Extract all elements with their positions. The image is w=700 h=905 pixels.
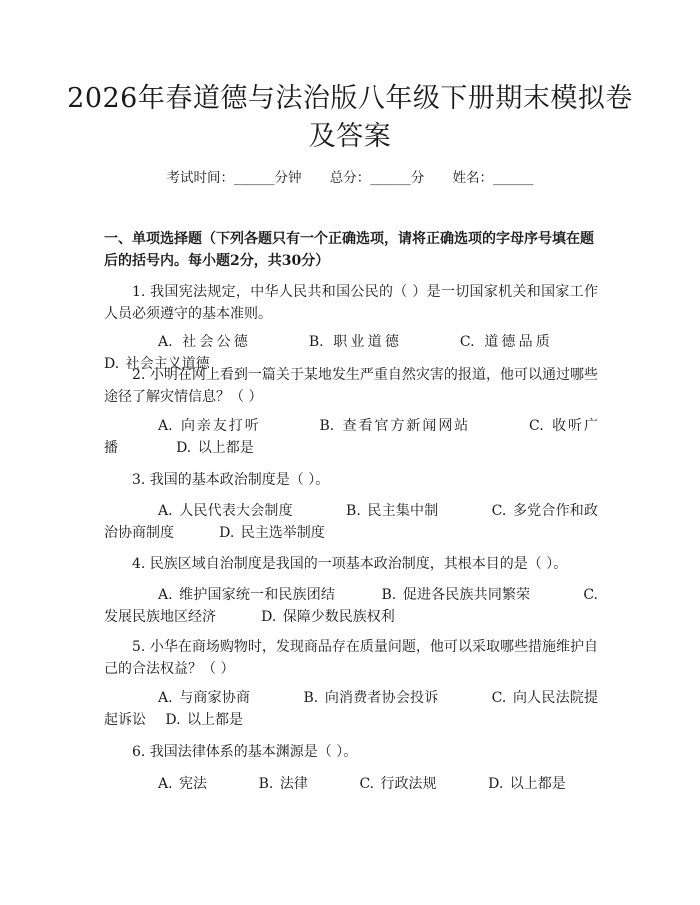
question-1-option-b: B. 职业道德: [308, 334, 403, 350]
question-6-option-d: D. 以上都是: [488, 776, 566, 792]
question-6-option-b: B. 法律: [258, 776, 308, 792]
question-6-options: [104, 773, 598, 795]
question-4-stem: 4. 民族区域自治制度是我国的一项基本政治制度，其根本目的是（ ）。: [132, 556, 568, 572]
question-3-option-c: C. 多党合作和政治协商制度: [104, 503, 598, 541]
question-3-option-a: A. 人民代表大会制度: [158, 503, 293, 519]
question-5-option-a: A. 与商家协商: [158, 690, 251, 706]
question-1-option-d: D. 社会主义道德: [104, 356, 210, 372]
question-4-option-b: B. 促进各民族共同繁荣: [381, 587, 531, 603]
question-6-stem: 6. 我国法律体系的基本渊源是（ ）。: [132, 744, 358, 760]
question-3-stem: 3. 我国的基本政治制度是（ ）。: [132, 472, 330, 488]
question-4-option-c: C. 发展民族地区经济: [104, 587, 598, 625]
question-1-stem: 1. 我国宪法规定，中华人民共和国公民的（ ）是一切国家机关和国家工作人员必须遵守的基本准则。: [104, 284, 598, 322]
exam-info-line: [0, 168, 700, 188]
question-2-option-b: B. 查看官方新闻网站: [319, 418, 471, 434]
question-2-option-c: C. 收听广播: [104, 418, 598, 456]
section-heading: 一、单项选择题（下列各题只有一个正确选项，请将正确选项的字母序号填在题后的括号内。每小题2分，共30分）: [104, 231, 594, 269]
question-5-options: [104, 687, 598, 731]
question-3-options: [104, 500, 598, 544]
exam-time-field: 考试时间：______分钟: [166, 170, 302, 186]
question-5-option-b: B. 向消费者协会投诉: [303, 690, 439, 706]
question-5-stem: 5. 小华在商场购物时，发现商品存在质量问题，他可以采取哪些措施维护自己的合法权益？（ ）: [104, 639, 598, 677]
question-4-option-d: D. 保障少数民族权利: [261, 609, 395, 625]
question-6-option-c: C. 行政法规: [359, 776, 437, 792]
page-title: 2026年春道德与法治版八年级下册期末模拟卷及答案: [67, 83, 633, 152]
question-1-option-a: A. 社会公德: [158, 334, 251, 350]
question-1-option-c: C. 道德品质: [459, 334, 553, 350]
question-2-option-d: D. 以上都是: [176, 440, 254, 456]
question-4-option-a: A. 维护国家统一和民族团结: [158, 587, 336, 603]
question-5-option-d: D. 以上都是: [165, 712, 243, 728]
question-3-option-b: B. 民主集中制: [346, 503, 439, 519]
question-2-stem: 2. 小明在网上看到一篇关于某地发生严重自然灾害的报道，他可以通过哪些途径了解灾情信息？（ ）: [104, 367, 598, 405]
question-3-option-d: D. 民主选举制度: [219, 525, 325, 541]
question-2-option-a: A. 向亲友打听: [158, 418, 261, 434]
question-2-options: [104, 415, 598, 459]
total-score-field: 总分：______分: [329, 170, 425, 186]
question-6-option-a: A. 宪法: [158, 776, 208, 792]
question-4-options: [104, 584, 598, 628]
student-name-field: 姓名：______: [452, 170, 534, 186]
question-5-option-c: C. 向人民法院提起诉讼: [104, 690, 598, 728]
